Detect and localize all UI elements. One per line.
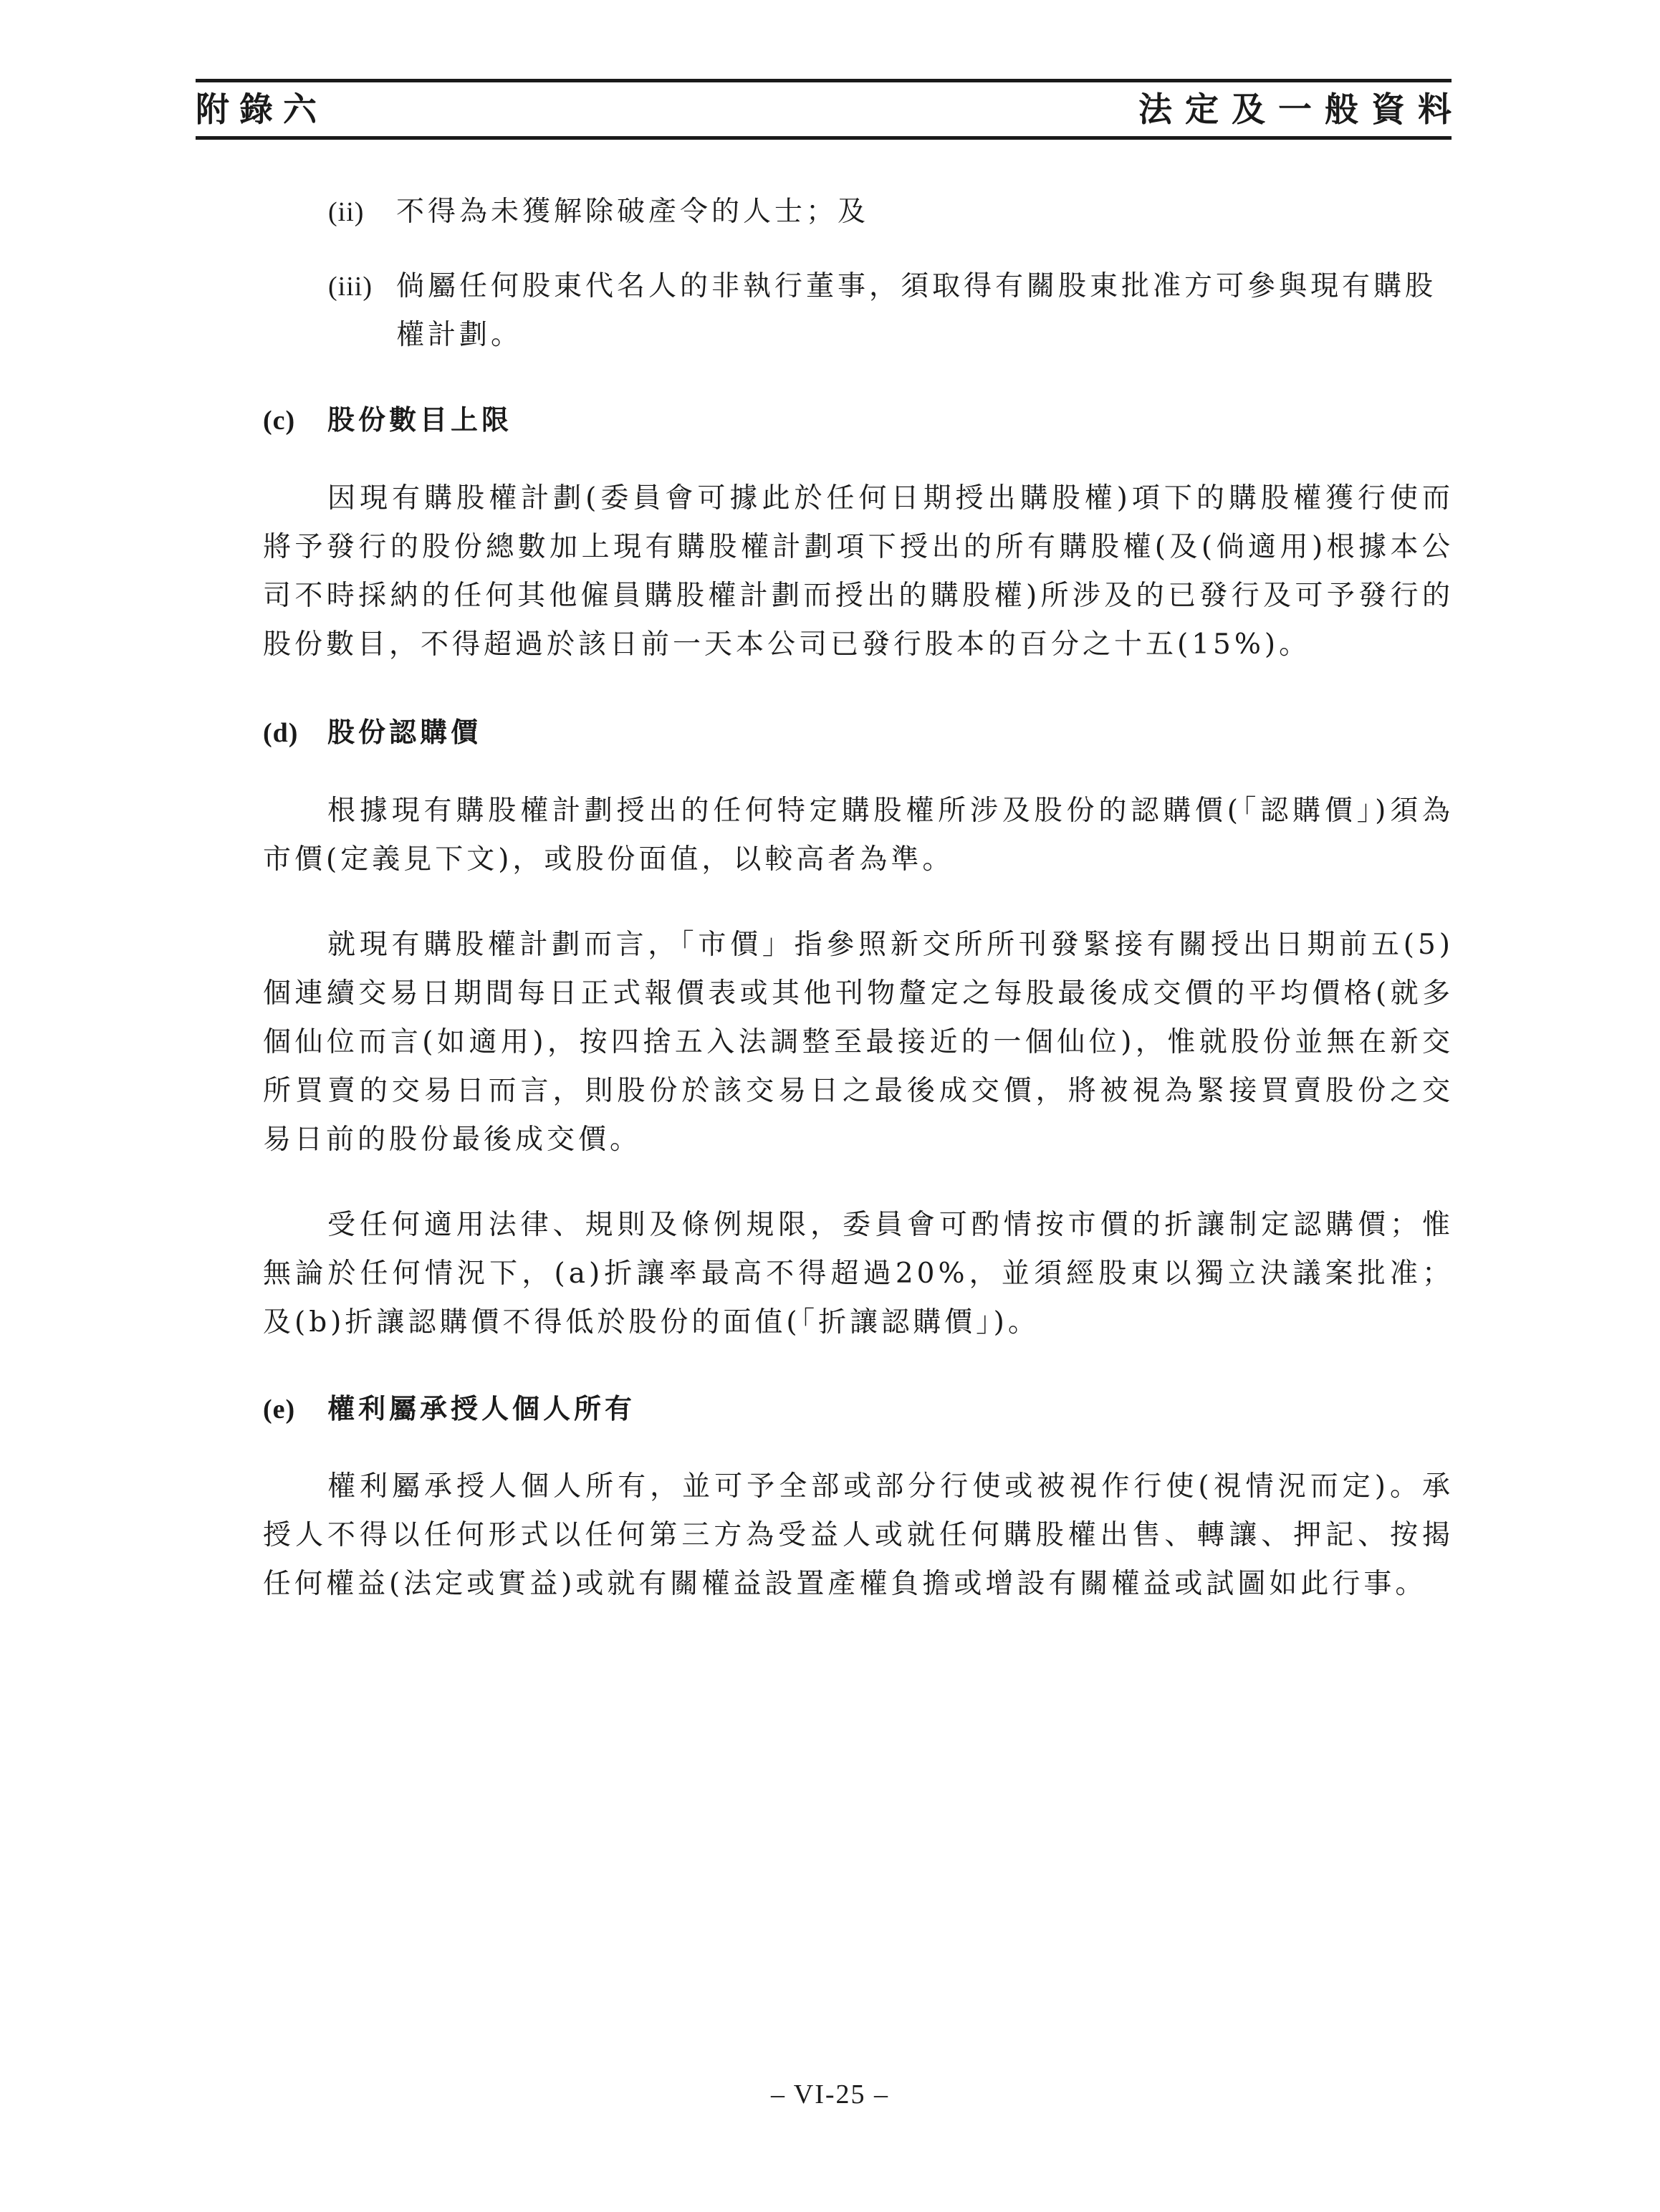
header-bottom-rule xyxy=(196,136,1452,140)
appendix-label: 附錄六 xyxy=(196,90,327,130)
paragraph: 根據現有購股權計劃授出的任何特定購股權所涉及股份的認購價(「認購價」)須為市價(定義見下文)，或股份面值，以較高者為準。 xyxy=(263,795,1454,876)
section-heading-c xyxy=(263,396,512,445)
section-heading-d xyxy=(263,708,481,757)
paragraph: 受任何適用法律、規則及條例規限，委員會可酌情按市價的折讓制定認購價；惟無論於任何情況下，(a)折讓率最高不得超過20%，並須經股東以獨立決議案批准；及(b)折讓認購價不得低於股份的面值(「折讓認購價」)。 xyxy=(263,1209,1454,1339)
section-label: (d) xyxy=(263,718,299,748)
list-item-text: 不得為未獲解除破產令的人士；及 xyxy=(396,196,870,228)
paragraph: 因現有購股權計劃(委員會可據此於任何日期授出購股權)項下的購股權獲行使而將予發行的股份總數加上現有購股權計劃項下授出的所有購股權(及(倘適用)根據本公司不時採納的任何其他僱員購股權計劃而授出的購股權)所涉及的已發行及可予發行的股份數目，不得超過於該日前一天本公司已發行股本的百分之十五(15%)。 xyxy=(263,482,1454,661)
list-item-number: (ii) xyxy=(328,197,365,227)
page-header xyxy=(196,79,1464,142)
paragraph: 權利屬承授人個人所有，並可予全部或部分行使或被視作行使(視情況而定)。承授人不得以任何形式以任何第三方為受益人或就任何購股權出售、轉讓、押記、按揭任何權益(法定或實益)或就有關權益設置產權負擔或增設有關權益或試圖如此行事。 xyxy=(263,1470,1454,1600)
section-label: (e) xyxy=(263,1394,296,1425)
list-item xyxy=(328,188,1453,236)
section-title: 權利屬承授人個人所有 xyxy=(327,1392,636,1425)
list-item-text: 倘屬任何股東代名人的非執行董事，須取得有關股東批准方可參與現有購股權計劃。 xyxy=(396,270,1437,351)
header-top-rule xyxy=(196,79,1452,82)
section-title: 股份認購價 xyxy=(327,716,482,748)
section-heading-e xyxy=(263,1384,635,1434)
section-title: 股份數目上限 xyxy=(327,403,513,436)
list-item-number: (iii) xyxy=(328,272,373,302)
paragraph: 就現有購股權計劃而言，「市價」指參照新交所所刊發緊接有關授出日期前五(5)個連續交易日期間每日正式報價表或其他刊物釐定之每股最後成交價的平均價格(就多個仙位而言(如適用)，按四捨五入法調整至最接近的一個仙位)，惟就股份並無在新交所買賣的交易日而言，則股份於該交易日之最後成交價，將被視為緊接買賣股份之交易日前的股份最後成交價。 xyxy=(263,929,1454,1156)
list-item xyxy=(328,262,1453,360)
section-label: (c) xyxy=(263,406,296,436)
appendix-title: 法定及一般資料 xyxy=(1138,90,1464,130)
page-number: – VI-25 – xyxy=(770,2079,890,2110)
